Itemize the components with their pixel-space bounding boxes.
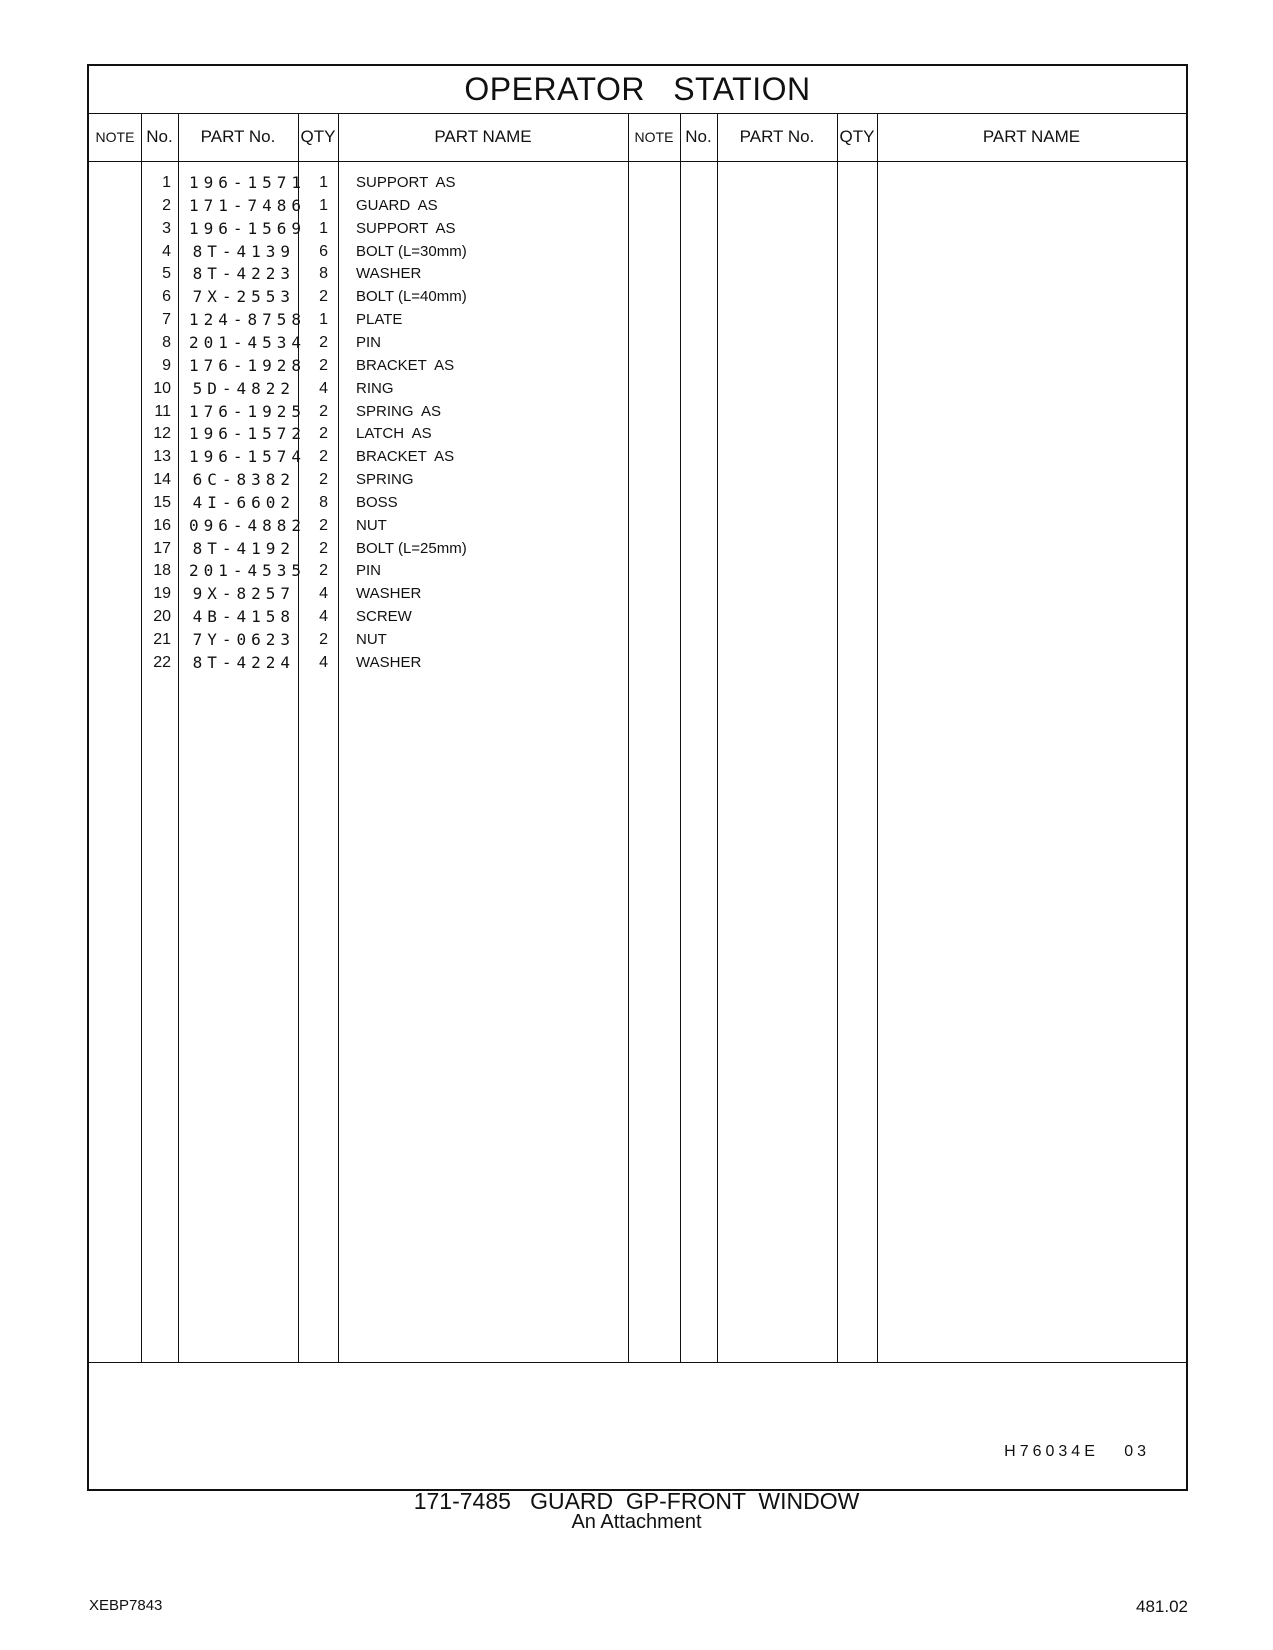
part-name: BOLT (L=25mm): [356, 539, 467, 557]
part-name: LATCH AS: [356, 425, 432, 443]
item-number: 14: [153, 471, 171, 489]
quantity: 2: [319, 539, 328, 557]
quantity: 4: [319, 608, 328, 626]
column-divider: [178, 113, 179, 1362]
quantity: 4: [319, 585, 328, 603]
column-divider: [628, 113, 629, 1362]
part-number: 124-8758: [189, 310, 307, 330]
item-number: 12: [153, 425, 171, 443]
part-name: WASHER: [356, 585, 422, 603]
column-divider: [717, 113, 718, 1362]
item-number: 10: [153, 379, 171, 397]
header-qty-right: QTY: [839, 127, 875, 146]
part-number: 4B-4158: [192, 607, 295, 627]
part-number: 5D-4822: [192, 378, 295, 398]
part-name: BRACKET AS: [356, 448, 455, 466]
item-number: 9: [162, 356, 171, 374]
part-name: NUT: [356, 631, 387, 648]
part-number: 096-4882: [189, 515, 307, 535]
item-number: 21: [153, 631, 171, 648]
quantity: 2: [319, 471, 328, 489]
part-number: 8T-4223: [192, 264, 295, 284]
column-divider: [680, 113, 681, 1362]
part-name: SUPPORT AS: [356, 219, 456, 237]
quantity: 2: [319, 288, 328, 306]
header-part-no-right: PART No.: [739, 127, 815, 146]
part-number: 171-7486: [189, 195, 307, 215]
part-number: 6C-8382: [192, 470, 295, 490]
quantity: 2: [319, 562, 328, 580]
column-divider: [837, 113, 838, 1362]
header-part-name-left: PART NAME: [434, 127, 532, 146]
table-header: [89, 113, 1186, 162]
header-no-left: No.: [146, 127, 173, 146]
item-number: 7: [162, 311, 171, 329]
part-number: 176-1928: [189, 355, 307, 375]
header-note-right: NOTE: [634, 129, 674, 145]
item-number: 13: [153, 448, 171, 466]
column-divider: [338, 113, 339, 1362]
part-name: SPRING AS: [356, 402, 442, 420]
item-number: 5: [162, 265, 171, 283]
group-subcaption: An Attachment: [571, 1511, 702, 1533]
part-number: 201-4535: [189, 561, 307, 581]
quantity: 2: [319, 516, 328, 534]
part-name: GUARD AS: [356, 196, 438, 214]
quantity: 1: [319, 311, 328, 329]
table-bottom-rule: [89, 1362, 1186, 1363]
part-name: PLATE: [356, 311, 403, 329]
quantity: 1: [319, 219, 328, 237]
quantity: 2: [319, 631, 328, 648]
item-number: 15: [153, 493, 171, 511]
part-number: 196-1574: [189, 447, 307, 467]
section-title: OPERATOR STATION: [89, 66, 1186, 114]
part-name: SCREW: [356, 608, 412, 626]
quantity: 1: [319, 196, 328, 214]
item-number: 2: [162, 196, 171, 214]
column-divider: [877, 113, 878, 1362]
part-name: BRACKET AS: [356, 356, 455, 374]
item-number: 20: [153, 608, 171, 626]
part-number: 196-1572: [189, 424, 307, 444]
part-name: PIN: [356, 562, 382, 580]
header-no-right: No.: [685, 127, 712, 146]
part-number: 201-4534: [189, 332, 307, 352]
quantity: 1: [319, 174, 328, 191]
page-number: 481.02: [1136, 1597, 1188, 1616]
item-number: 8: [162, 333, 171, 351]
item-number: 11: [154, 402, 171, 420]
part-name: PIN: [356, 333, 382, 351]
part-number: 8T-4192: [192, 538, 295, 558]
quantity: 2: [319, 425, 328, 443]
part-number: 8T-4224: [192, 652, 295, 672]
item-number: 22: [153, 653, 171, 671]
part-name: BOLT (L=30mm): [356, 242, 467, 260]
quantity: 2: [319, 356, 328, 374]
part-number: 4I-6602: [192, 492, 295, 512]
part-number: 176-1925: [189, 401, 307, 421]
item-number: 18: [153, 562, 171, 580]
part-number: 8T-4139: [192, 241, 295, 261]
part-number: 196-1569: [189, 218, 307, 238]
parts-list-sheet: [87, 64, 1188, 1491]
header-qty-left: QTY: [300, 127, 336, 146]
quantity: 2: [319, 402, 328, 420]
part-name: RING: [356, 379, 394, 397]
quantity: 6: [319, 242, 328, 260]
document-code: XEBP7843: [89, 1597, 163, 1614]
group-caption: 171-7485 GUARD GP-FRONT WINDOW: [413, 1488, 860, 1514]
part-name: WASHER: [356, 265, 422, 283]
item-number: 4: [162, 242, 171, 260]
header-note-left: NOTE: [95, 129, 135, 145]
item-number: 6: [162, 288, 171, 306]
quantity: 2: [319, 448, 328, 466]
header-part-no-left: PART No.: [200, 127, 276, 146]
part-name: NUT: [356, 516, 387, 534]
drawing-code: H76034E 03: [1004, 1443, 1150, 1460]
part-number: 9X-8257: [192, 584, 295, 604]
part-number: 196-1571: [189, 173, 307, 192]
part-name: SPRING: [356, 471, 414, 489]
item-number: 1: [162, 174, 171, 191]
part-name: SUPPORT AS: [356, 174, 456, 191]
quantity: 4: [319, 379, 328, 397]
item-number: 19: [153, 585, 171, 603]
header-part-name-right: PART NAME: [982, 127, 1081, 146]
item-number: 3: [162, 219, 171, 237]
quantity: 2: [319, 333, 328, 351]
part-name: BOLT (L=40mm): [356, 288, 467, 306]
item-number: 16: [153, 516, 171, 534]
part-name: BOSS: [356, 493, 398, 511]
item-number: 17: [153, 539, 171, 557]
part-number: 7X-2553: [192, 287, 295, 307]
column-divider: [298, 113, 299, 1362]
part-name: WASHER: [356, 653, 422, 671]
quantity: 4: [319, 653, 328, 671]
quantity: 8: [319, 265, 328, 283]
part-number: 7Y-0623: [192, 630, 295, 649]
quantity: 8: [319, 493, 328, 511]
